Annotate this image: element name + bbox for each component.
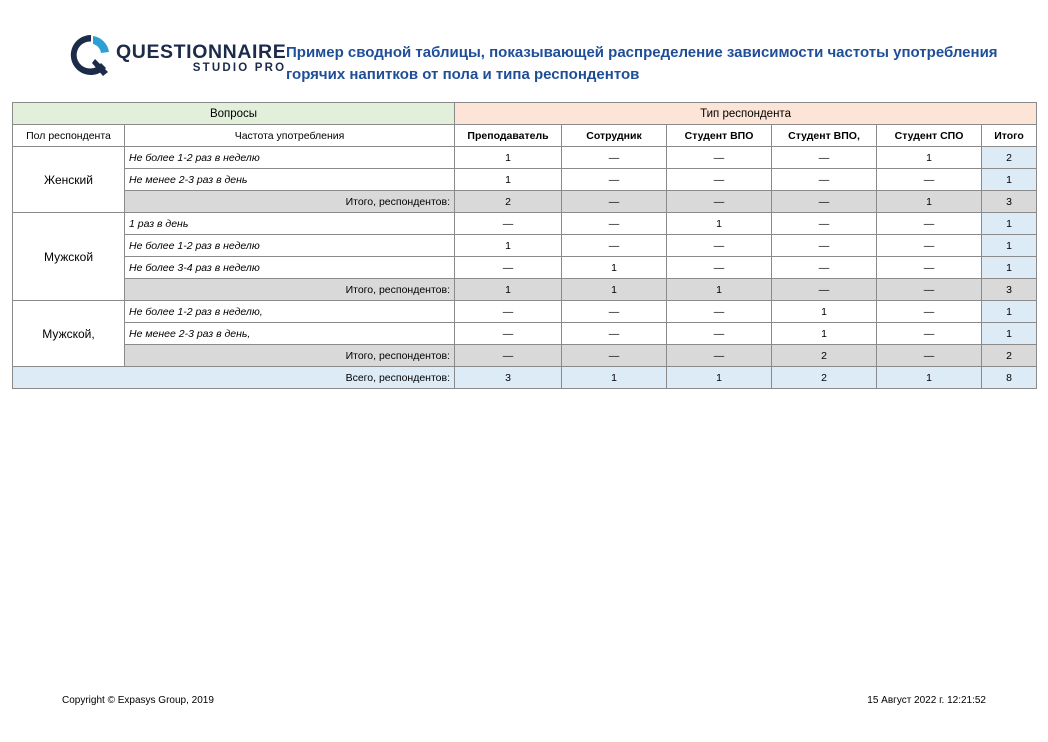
table-subtotal-row [13,191,1037,213]
subtotal-value: — [562,345,667,367]
column-header-gender: Пол респондента [13,125,125,147]
table-row [13,213,1037,235]
cell-value: — [562,323,667,345]
cell-value: — [772,169,877,191]
cell-value: — [455,257,562,279]
row-total: 1 [982,235,1037,257]
column-header-student-vpo-alt: Студент ВПО, [772,125,877,147]
gender-label-1: Женский [13,147,125,213]
table-group-header-row [13,103,1037,125]
table-subtotal-row [13,345,1037,367]
subtotal-value: — [667,191,772,213]
frequency-label: Не менее 2-3 раз в день, [125,323,455,345]
cell-value: — [562,147,667,169]
cell-value: — [667,235,772,257]
column-header-employee: Сотрудник [562,125,667,147]
subtotal-value: 1 [455,279,562,301]
row-total: 1 [982,169,1037,191]
cell-value: — [877,235,982,257]
column-header-student-spo: Студент СПО [877,125,982,147]
frequency-label: 1 раз в день [125,213,455,235]
subtotal-value: — [562,191,667,213]
page-title: Пример сводной таблицы, показывающей распределение зависимости частоты употребления горячих напитков от пола и типа респондентов [286,44,998,83]
header-respondent-type: Тип респондента [455,103,1037,125]
cell-value: — [667,301,772,323]
footer-copyright: Copyright © Expasys Group, 2019 [62,695,214,706]
frequency-label: Не более 1-2 раз в неделю [125,235,455,257]
cell-value: — [667,169,772,191]
logo-wordmark [116,42,286,75]
table-row [13,323,1037,345]
cell-value: — [667,257,772,279]
cell-value: — [562,169,667,191]
row-total: 2 [982,147,1037,169]
cell-value: — [877,323,982,345]
subtotal-value: — [667,345,772,367]
cell-value: — [562,301,667,323]
cell-value: 1 [877,147,982,169]
cell-value: 1 [562,257,667,279]
cell-value: 1 [772,323,877,345]
logo-line-1: QUESTIONNAIRE [116,41,287,63]
cell-value: — [877,301,982,323]
pivot-table-container [0,86,1048,389]
subtotal-value: — [772,279,877,301]
subtotal-label: Итого, респондентов: [125,191,455,213]
frequency-label: Не более 1-2 раз в неделю, [125,301,455,323]
row-total: 1 [982,257,1037,279]
grand-total-label: Всего, респондентов: [13,367,455,389]
grand-total-value: 1 [562,367,667,389]
gender-label-2: Мужской [13,213,125,301]
document-footer [0,695,1048,706]
table-grand-total-row [13,367,1037,389]
cell-value: 1 [667,213,772,235]
subtotal-total: 3 [982,279,1037,301]
table-row [13,301,1037,323]
row-total: 1 [982,213,1037,235]
table-row [13,257,1037,279]
subtotal-label: Итого, респондентов: [125,345,455,367]
column-header-total: Итого [982,125,1037,147]
footer-timestamp: 15 Август 2022 г. 12:21:52 [867,695,986,706]
cell-value: — [877,257,982,279]
column-header-frequency: Частота употребления [125,125,455,147]
grand-total-total: 8 [982,367,1037,389]
cell-value: — [455,301,562,323]
cell-value: — [772,147,877,169]
subtotal-total: 3 [982,191,1037,213]
table-column-header-row [13,125,1037,147]
cell-value: — [455,323,562,345]
cell-value: — [772,213,877,235]
frequency-label: Не более 1-2 раз в неделю [125,147,455,169]
frequency-label: Не менее 2-3 раз в день [125,169,455,191]
grand-total-value: 1 [667,367,772,389]
column-header-student-vpo: Студент ВПО [667,125,772,147]
frequency-label: Не более 3-4 раз в неделю [125,257,455,279]
cell-value: — [667,323,772,345]
subtotal-value: 1 [667,279,772,301]
logo-line-2: STUDIO PRO [192,62,287,74]
subtotal-value: — [877,345,982,367]
subtotal-label: Итого, респондентов: [125,279,455,301]
cell-value: — [667,147,772,169]
grand-total-value: 2 [772,367,877,389]
table-row [13,169,1037,191]
subtotal-value: 1 [877,191,982,213]
pivot-table [12,102,1037,389]
row-total: 1 [982,301,1037,323]
cell-value: — [562,235,667,257]
app-logo [60,26,287,86]
row-total: 1 [982,323,1037,345]
document-header [0,0,1048,86]
subtotal-value: 2 [772,345,877,367]
gender-label-3: Мужской, [13,301,125,367]
grand-total-value: 3 [455,367,562,389]
cell-value: 1 [772,301,877,323]
column-header-teacher: Преподаватель [455,125,562,147]
grand-total-value: 1 [877,367,982,389]
cell-value: — [772,257,877,279]
subtotal-value: — [772,191,877,213]
subtotal-value: — [455,345,562,367]
cell-value: 1 [455,147,562,169]
cell-value: 1 [455,235,562,257]
cell-value: — [772,235,877,257]
cell-value: 1 [455,169,562,191]
cell-value: — [562,213,667,235]
header-questions: Вопросы [13,103,455,125]
cell-value: — [877,213,982,235]
cell-value: — [455,213,562,235]
cell-value: — [877,169,982,191]
table-row [13,147,1037,169]
subtotal-total: 2 [982,345,1037,367]
subtotal-value: 1 [562,279,667,301]
q-circle-logo-icon [68,32,114,78]
table-subtotal-row [13,279,1037,301]
subtotal-value: — [877,279,982,301]
subtotal-value: 2 [455,191,562,213]
table-row [13,235,1037,257]
